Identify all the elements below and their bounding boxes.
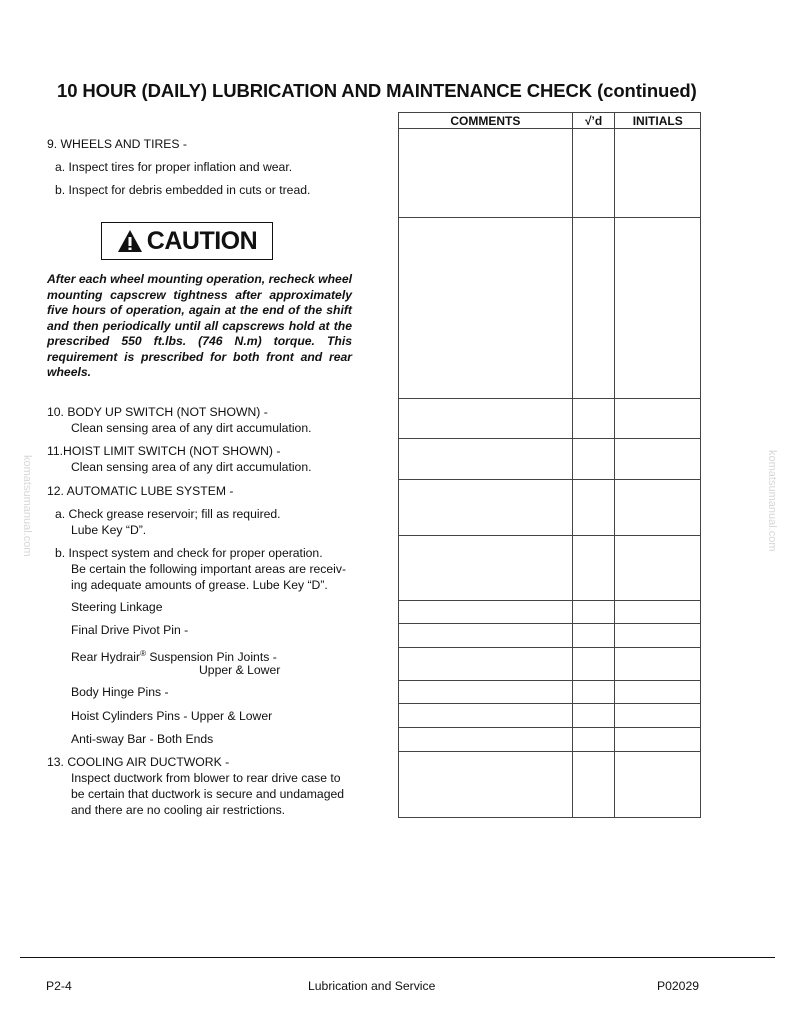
steering-linkage: Steering Linkage xyxy=(71,600,163,614)
table-row xyxy=(399,624,701,648)
auto-lube-item-a-line2: Lube Key “D”. xyxy=(71,523,147,537)
body-hinge-pins: Body Hinge Pins - xyxy=(71,685,169,699)
comments-cell[interactable] xyxy=(399,218,573,399)
checked-cell[interactable] xyxy=(572,536,615,601)
comments-header: COMMENTS xyxy=(399,113,573,129)
page-title: 10 HOUR (DAILY) LUBRICATION AND MAINTENANCE CHECK (continued) xyxy=(57,80,697,101)
auto-lube-item-b-line1: b. Inspect system and check for proper operation. xyxy=(55,546,323,560)
comments-cell[interactable] xyxy=(399,648,573,681)
checked-header: √’d xyxy=(572,113,615,129)
footer-section-title: Lubrication and Service xyxy=(308,979,436,993)
table-row xyxy=(399,752,701,818)
comments-cell[interactable] xyxy=(399,624,573,648)
body-up-switch-heading: 10. BODY UP SWITCH (NOT SHOWN) - xyxy=(47,405,268,419)
rear-hydrair-suffix: Suspension Pin Joints - xyxy=(146,650,277,665)
checked-cell[interactable] xyxy=(572,218,615,399)
comments-cell[interactable] xyxy=(399,601,573,624)
checked-cell[interactable] xyxy=(572,704,615,728)
comments-cell[interactable] xyxy=(399,399,573,439)
table-row xyxy=(399,480,701,536)
caution-word: CAUTION xyxy=(146,226,258,255)
comments-cell[interactable] xyxy=(399,536,573,601)
auto-lube-item-a-line1: a. Check grease reservoir; fill as required. xyxy=(55,507,281,521)
body-up-switch-text: Clean sensing area of any dirt accumulation. xyxy=(71,421,312,435)
checked-cell[interactable] xyxy=(572,399,615,439)
checked-cell[interactable] xyxy=(572,480,615,536)
comments-cell[interactable] xyxy=(399,129,573,218)
auto-lube-item-b-line3: ing adequate amounts of grease. Lube Key “D”. xyxy=(71,578,328,592)
hoist-limit-text: Clean sensing area of any dirt accumulation. xyxy=(71,460,312,474)
checked-cell[interactable] xyxy=(572,601,615,624)
initials-cell[interactable] xyxy=(615,536,701,601)
warning-triangle-icon xyxy=(117,229,143,253)
table-row xyxy=(399,681,701,704)
table-row xyxy=(399,218,701,399)
anti-sway-bar: Anti-sway Bar - Both Ends xyxy=(71,732,214,746)
rear-hydrair-line2: Upper & Lower xyxy=(199,663,281,677)
caution-label-box xyxy=(101,222,273,260)
initials-cell[interactable] xyxy=(615,399,701,439)
rear-hydrair-text: Rear Hydrair xyxy=(71,650,141,665)
watermark-right: komatsumanual.com xyxy=(766,450,778,552)
cooling-ductwork-heading: 13. COOLING AIR DUCTWORK - xyxy=(47,755,230,769)
initials-cell[interactable] xyxy=(615,129,701,218)
cooling-ductwork-line2: be certain that ductwork is secure and undamaged xyxy=(71,787,345,801)
footer-page-number: P2-4 xyxy=(46,979,72,993)
auto-lube-heading: 12. AUTOMATIC LUBE SYSTEM - xyxy=(47,484,234,498)
comments-cell[interactable] xyxy=(399,704,573,728)
table-row xyxy=(399,129,701,218)
initials-cell[interactable] xyxy=(615,218,701,399)
comments-cell[interactable] xyxy=(399,752,573,818)
checked-cell[interactable] xyxy=(572,728,615,752)
initials-header: INITIALS xyxy=(615,113,701,129)
initials-cell[interactable] xyxy=(615,624,701,648)
watermark-left: komatsumanual.com xyxy=(21,455,33,557)
table-row xyxy=(399,439,701,480)
cooling-ductwork-line1: Inspect ductwork from blower to rear drive case to xyxy=(71,771,341,785)
table-row xyxy=(399,648,701,681)
cooling-ductwork-line3: and there are no cooling air restrictions. xyxy=(71,803,286,817)
initials-cell[interactable] xyxy=(615,681,701,704)
registered-mark: ® xyxy=(140,649,146,658)
initials-cell[interactable] xyxy=(615,480,701,536)
initials-cell[interactable] xyxy=(615,728,701,752)
final-drive-pivot-pin: Final Drive Pivot Pin - xyxy=(71,623,189,637)
checked-cell[interactable] xyxy=(572,752,615,818)
caution-text: After each wheel mounting operation, recheck wheel mounting capscrew tightness after approximately five hours of operation, again at the end of the shift and then periodically until all capscrews hold at the prescribed 550 ft.lbs. (746 N.m) torque. This requirement is prescribed for both front and rear wheels. xyxy=(47,272,352,379)
initials-cell[interactable] xyxy=(615,752,701,818)
initials-cell[interactable] xyxy=(615,601,701,624)
table-row xyxy=(399,536,701,601)
comments-cell[interactable] xyxy=(399,480,573,536)
checked-cell[interactable] xyxy=(572,129,615,218)
checked-cell[interactable] xyxy=(572,681,615,704)
footer-document-id: P02029 xyxy=(657,979,700,993)
initials-cell[interactable] xyxy=(615,439,701,480)
comments-cell[interactable] xyxy=(399,439,573,480)
checked-cell[interactable] xyxy=(572,648,615,681)
table-header-row xyxy=(399,113,701,129)
auto-lube-item-b-line2: Be certain the following important areas are receiv- xyxy=(71,562,347,576)
checked-cell[interactable] xyxy=(572,624,615,648)
table-row xyxy=(399,704,701,728)
wheels-item-b: b. Inspect for debris embedded in cuts or tread. xyxy=(55,183,311,197)
comments-cell[interactable] xyxy=(399,681,573,704)
table-row xyxy=(399,728,701,752)
initials-cell[interactable] xyxy=(615,648,701,681)
table-row xyxy=(399,399,701,439)
comments-cell[interactable] xyxy=(399,728,573,752)
wheels-heading: 9. WHEELS AND TIRES - xyxy=(47,137,187,151)
checked-cell[interactable] xyxy=(572,439,615,480)
checklist-table xyxy=(398,112,701,818)
hoist-limit-heading: 11.HOIST LIMIT SWITCH (NOT SHOWN) - xyxy=(47,444,281,458)
footer-divider xyxy=(20,957,775,958)
hoist-cylinder-pins: Hoist Cylinders Pins - Upper & Lower xyxy=(71,709,273,723)
table-row xyxy=(399,601,701,624)
initials-cell[interactable] xyxy=(615,704,701,728)
wheels-item-a: a. Inspect tires for proper inflation and wear. xyxy=(55,160,293,174)
